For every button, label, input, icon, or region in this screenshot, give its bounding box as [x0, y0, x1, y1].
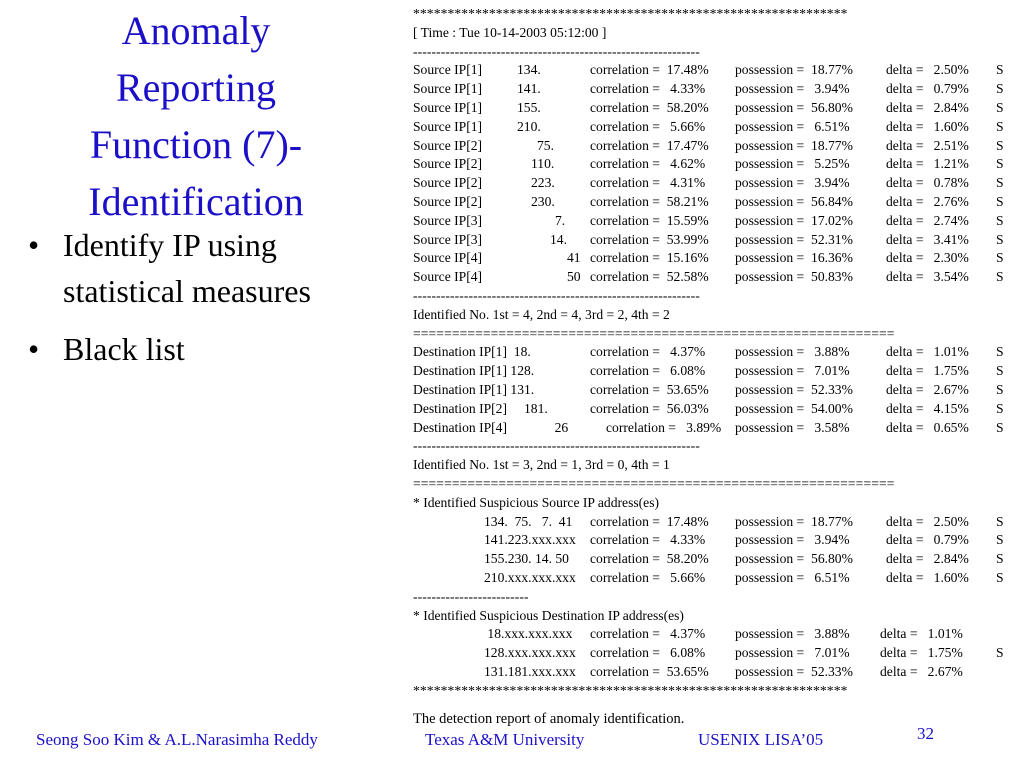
destination-ip-row — [413, 381, 1017, 400]
source-ip-label: Source IP[1] — [413, 99, 483, 115]
possession-value: possession = 7.01% — [735, 363, 850, 379]
page-number: 32 — [917, 724, 934, 743]
suspicious-destination-row — [413, 625, 1017, 644]
source-ip-label: Source IP[1] — [413, 118, 483, 134]
possession-value: possession = 56.84% — [735, 193, 853, 209]
bullet-item — [28, 222, 388, 314]
correlation-value: correlation = 58.20% — [590, 99, 709, 115]
delta-value: delta = 2.84% — [886, 99, 969, 115]
possession-value: possession = 56.80% — [735, 551, 853, 567]
source-ip-part: 230. — [531, 193, 555, 209]
delta-value: delta = 0.79% — [886, 81, 969, 97]
source-ip-label: Source IP[4] — [413, 269, 483, 285]
source-ip-part: 75. — [537, 137, 554, 153]
source-ip-part: 7. — [555, 212, 566, 228]
source-ip-part: 110. — [531, 156, 555, 172]
flag-value: S — [996, 645, 1004, 661]
suspicious-source-row — [413, 513, 1017, 532]
delta-value: delta = 1.75% — [886, 363, 969, 379]
footer-university: Texas A&M University — [425, 730, 585, 749]
delta-value: delta = 1.01% — [880, 626, 963, 642]
footer-conference: USENIX LISA’05 — [698, 730, 824, 749]
correlation-value: correlation = 17.48% — [590, 513, 709, 529]
delta-value: delta = 1.60% — [886, 118, 969, 134]
source-ip-label: Source IP[2] — [413, 156, 483, 172]
suspicious-source-ip: 210.xxx.xxx.xxx — [484, 569, 576, 585]
destination-ip-row — [413, 362, 1017, 381]
source-ip-row — [413, 61, 1017, 80]
possession-value: possession = 3.88% — [735, 626, 850, 642]
flag-value: S — [996, 62, 1004, 78]
destination-ip-label: Destination IP[1] 128. — [413, 363, 535, 379]
possession-value: possession = 3.88% — [735, 344, 850, 360]
source-ip-label: Source IP[3] — [413, 212, 483, 228]
suspicious-destination-row — [413, 644, 1017, 663]
source-identified-summary: Identified No. 1st = 4, 2nd = 4, 3rd = 2, 4th = 2 — [413, 306, 670, 322]
correlation-value: correlation = 58.20% — [590, 551, 709, 567]
delta-value: delta = 1.60% — [886, 569, 969, 585]
suspicious-destination-ip: 128.xxx.xxx.xxx — [484, 645, 576, 661]
source-ip-part: 50 — [567, 269, 581, 285]
possession-value: possession = 18.77% — [735, 137, 853, 153]
correlation-value: correlation = 17.48% — [590, 62, 709, 78]
possession-value: possession = 18.77% — [735, 513, 853, 529]
dash-rule: -------------------------------------------------------------- — [413, 438, 700, 454]
eq-rule: ============================================================== — [413, 475, 895, 491]
dash-rule: -------------------------------------------------------------- — [413, 43, 700, 59]
possession-value: possession = 7.01% — [735, 645, 850, 661]
possession-value: possession = 3.94% — [735, 81, 850, 97]
delta-value: delta = 1.01% — [886, 344, 969, 360]
correlation-value: correlation = 52.58% — [590, 269, 709, 285]
possession-value: possession = 17.02% — [735, 212, 853, 228]
source-ip-label: Source IP[1] — [413, 81, 483, 97]
time-line: [ Time : Tue 10-14-2003 05:12:00 ] — [413, 24, 607, 40]
flag-value: S — [996, 400, 1004, 416]
flag-value: S — [996, 118, 1004, 134]
possession-value: possession = 3.58% — [735, 419, 850, 435]
flag-value: S — [996, 551, 1004, 567]
suspicious-destination-ip: 18.xxx.xxx.xxx — [484, 626, 573, 642]
bullet-text: Black list — [63, 331, 185, 367]
title-line: Function (7)- — [89, 122, 303, 167]
source-ip-part: 210. — [517, 118, 541, 134]
correlation-value: correlation = 4.33% — [590, 81, 706, 97]
correlation-value: correlation = 4.62% — [590, 156, 706, 172]
destination-ip-row — [413, 419, 1017, 438]
destination-ip-label: Destination IP[1] 131. — [413, 381, 535, 397]
eq-rule: ============================================================== — [413, 325, 895, 341]
source-ip-label: Source IP[2] — [413, 193, 483, 209]
delta-value: delta = 2.51% — [886, 137, 969, 153]
source-ip-label: Source IP[4] — [413, 250, 483, 266]
source-ip-row — [413, 118, 1017, 137]
source-ip-part: 134. — [517, 62, 541, 78]
suspicious-source-ip: 134. 75. 7. 41 — [484, 513, 573, 529]
correlation-value: correlation = 15.16% — [590, 250, 709, 266]
detection-report — [413, 5, 1017, 700]
correlation-value: correlation = 4.37% — [590, 344, 706, 360]
possession-value: possession = 6.51% — [735, 118, 850, 134]
correlation-value: correlation = 53.65% — [590, 381, 709, 397]
flag-value: S — [996, 269, 1004, 285]
correlation-value: correlation = 53.65% — [590, 663, 709, 679]
flag-value: S — [996, 99, 1004, 115]
delta-value: delta = 2.50% — [886, 62, 969, 78]
destination-identified-summary: Identified No. 1st = 3, 2nd = 1, 3rd = 0, 4th = 1 — [413, 457, 670, 473]
flag-value: S — [996, 81, 1004, 97]
possession-value: possession = 5.25% — [735, 156, 850, 172]
flag-value: S — [996, 569, 1004, 585]
delta-value: delta = 2.30% — [886, 250, 969, 266]
suspicious-source-row — [413, 569, 1017, 588]
source-ip-row — [413, 249, 1017, 268]
dash-rule: -------------------------------------------------------------- — [413, 287, 700, 303]
star-rule: *************************************************************** — [413, 6, 848, 21]
correlation-value: correlation = 58.21% — [590, 193, 709, 209]
possession-value: possession = 52.33% — [735, 381, 853, 397]
source-ip-row — [413, 137, 1017, 156]
delta-value: delta = 1.21% — [886, 156, 969, 172]
footer-authors: Seong Soo Kim & A.L.Narasimha Reddy — [36, 730, 318, 749]
delta-value: delta = 2.50% — [886, 513, 969, 529]
correlation-value: correlation = 56.03% — [590, 400, 709, 416]
source-ip-label: Source IP[2] — [413, 175, 483, 191]
delta-value: delta = 3.41% — [886, 231, 969, 247]
delta-value: delta = 2.67% — [880, 663, 963, 679]
suspicious-source-row — [413, 531, 1017, 550]
possession-value: possession = 16.36% — [735, 250, 853, 266]
possession-value: possession = 18.77% — [735, 62, 853, 78]
correlation-value: correlation = 5.66% — [590, 118, 706, 134]
source-ip-row — [413, 193, 1017, 212]
possession-value: possession = 6.51% — [735, 569, 850, 585]
flag-value: S — [996, 137, 1004, 153]
bullet-list — [28, 222, 388, 384]
delta-value: delta = 2.67% — [886, 381, 969, 397]
delta-value: delta = 0.65% — [886, 419, 969, 435]
possession-value: possession = 56.80% — [735, 99, 853, 115]
flag-value: S — [996, 419, 1004, 435]
correlation-value: correlation = 15.59% — [590, 212, 709, 228]
bullet-dot: • — [28, 331, 40, 367]
source-ip-row — [413, 212, 1017, 231]
delta-value: delta = 2.84% — [886, 551, 969, 567]
suspicious-source-row — [413, 550, 1017, 569]
source-ip-row — [413, 174, 1017, 193]
bullet-dot: • — [28, 227, 40, 263]
source-ip-label: Source IP[3] — [413, 231, 483, 247]
flag-value: S — [996, 193, 1004, 209]
correlation-value: correlation = 17.47% — [590, 137, 709, 153]
delta-value: delta = 4.15% — [886, 400, 969, 416]
destination-ip-label: Destination IP[2] 181. — [413, 400, 548, 416]
correlation-value: correlation = 5.66% — [590, 569, 706, 585]
report-caption: The detection report of anomaly identification. — [413, 711, 685, 727]
flag-value: S — [996, 156, 1004, 172]
correlation-value: correlation = 3.89% — [606, 419, 722, 435]
suspicious-source-heading: * Identified Suspicious Source IP address(es) — [413, 494, 660, 510]
source-ip-part: 223. — [531, 175, 555, 191]
possession-value: possession = 3.94% — [735, 175, 850, 191]
bullet-item — [28, 326, 388, 372]
source-ip-row — [413, 80, 1017, 99]
flag-value: S — [996, 175, 1004, 191]
suspicious-destination-heading: * Identified Suspicious Destination IP address(es) — [413, 607, 684, 623]
source-ip-part: 14. — [550, 231, 567, 247]
destination-ip-row — [413, 400, 1017, 419]
suspicious-source-ip: 141.223.xxx.xxx — [484, 532, 576, 548]
bullet-text: Identify IP using statistical measures — [63, 227, 311, 309]
title-line: Reporting — [116, 65, 276, 110]
suspicious-destination-row — [413, 663, 1017, 682]
correlation-value: correlation = 6.08% — [590, 363, 706, 379]
delta-value: delta = 0.78% — [886, 175, 969, 191]
possession-value: possession = 50.83% — [735, 269, 853, 285]
destination-ip-row — [413, 343, 1017, 362]
flag-value: S — [996, 381, 1004, 397]
source-ip-part: 155. — [517, 99, 541, 115]
source-ip-row — [413, 155, 1017, 174]
title-line: Anomaly — [121, 8, 271, 53]
correlation-value: correlation = 4.37% — [590, 626, 706, 642]
possession-value: possession = 3.94% — [735, 532, 850, 548]
correlation-value: correlation = 4.33% — [590, 532, 706, 548]
flag-value: S — [996, 250, 1004, 266]
delta-value: delta = 0.79% — [886, 532, 969, 548]
flag-value: S — [996, 363, 1004, 379]
source-ip-part: 41 — [567, 250, 581, 266]
destination-ip-label: Destination IP[4] 26 — [413, 419, 569, 435]
delta-value: delta = 1.75% — [880, 645, 963, 661]
flag-value: S — [996, 344, 1004, 360]
star-rule: *************************************************************** — [413, 682, 848, 698]
delta-value: delta = 2.74% — [886, 212, 969, 228]
correlation-value: correlation = 6.08% — [590, 645, 706, 661]
slide-title — [60, 2, 332, 230]
possession-value: possession = 52.31% — [735, 231, 853, 247]
source-ip-part: 141. — [517, 81, 541, 97]
flag-value: S — [996, 212, 1004, 228]
short-dash-rule: ------------------------- — [413, 588, 529, 604]
correlation-value: correlation = 4.31% — [590, 175, 706, 191]
possession-value: possession = 52.33% — [735, 663, 853, 679]
possession-value: possession = 54.00% — [735, 400, 853, 416]
title-line: Identification — [88, 179, 304, 224]
source-ip-row — [413, 99, 1017, 118]
source-ip-label: Source IP[1] — [413, 62, 483, 78]
flag-value: S — [996, 231, 1004, 247]
delta-value: delta = 3.54% — [886, 269, 969, 285]
suspicious-source-ip: 155.230. 14. 50 — [484, 551, 569, 567]
source-ip-row — [413, 231, 1017, 250]
source-ip-label: Source IP[2] — [413, 137, 483, 153]
flag-value: S — [996, 513, 1004, 529]
source-ip-row — [413, 268, 1017, 287]
destination-ip-label: Destination IP[1] 18. — [413, 344, 531, 360]
suspicious-destination-ip: 131.181.xxx.xxx — [484, 663, 576, 679]
flag-value: S — [996, 532, 1004, 548]
delta-value: delta = 2.76% — [886, 193, 969, 209]
correlation-value: correlation = 53.99% — [590, 231, 709, 247]
